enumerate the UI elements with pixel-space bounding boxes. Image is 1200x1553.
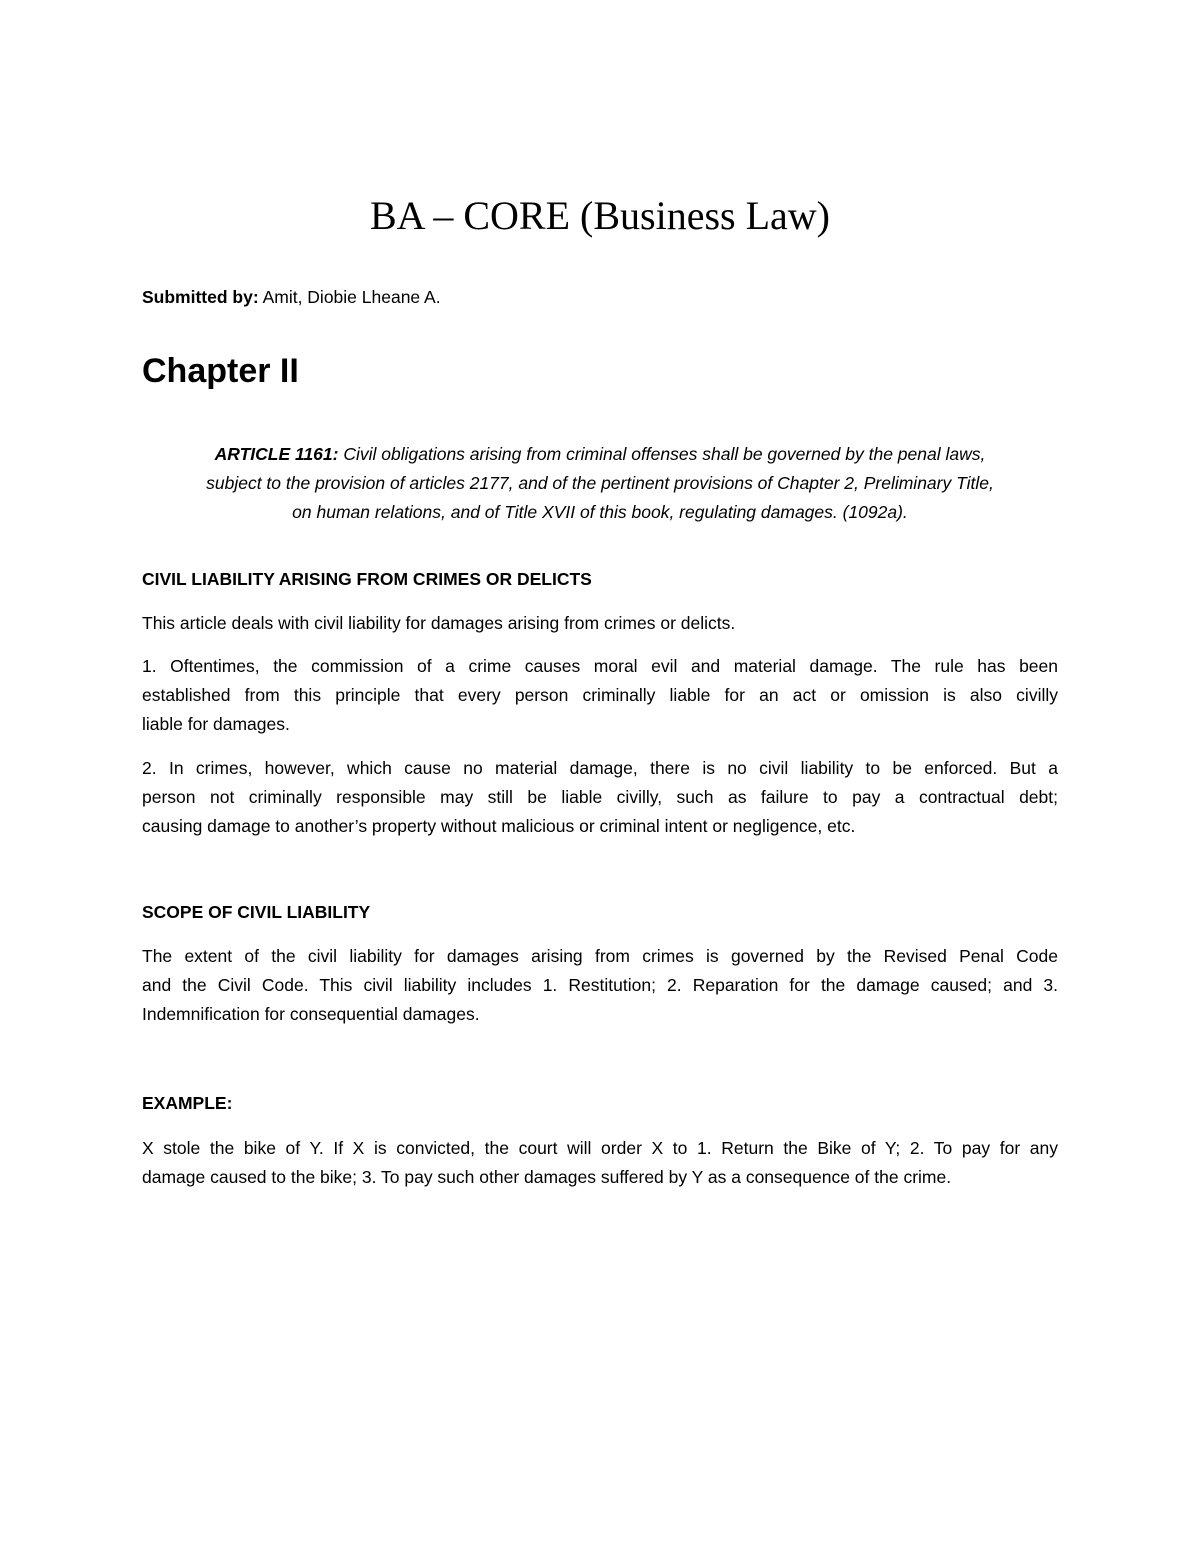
article-line [142,440,1058,469]
article-line: on human relations, and of Title XVII of this book, regulating damages. (1092a). [292,502,908,522]
scope-line: and the Civil Code. This civil liability includes 1. Restitution; 2. Reparation for the damage caused; and 3. [142,975,1058,995]
item-1-number: 1. [142,656,157,676]
submitted-by-name: Amit, Diobie Lheane A. [258,287,441,307]
submitted-by-label: Submitted by: [142,287,259,307]
item-1-line: 1. Oftentimes, the commission of a crime causes moral evil and material damage. The rule has been [142,656,1058,676]
scope-line: Indemnification for consequential damages. [142,1004,480,1024]
item-2-line: causing damage to another’s property without malicious or criminal intent or negligence, etc. [142,816,856,836]
item-1-line: liable for damages. [142,714,290,734]
item-2-number: 2. [142,758,157,778]
section-heading-scope: SCOPE OF CIVIL LIABILITY [142,902,371,922]
scope-line: The extent of the civil liability for damages arising from crimes is governed by the Revised Penal Code [142,946,1058,966]
item-2-line: 2. In crimes, however, which cause no material damage, there is no civil liability to be enforced. But a [142,758,1058,778]
item-2-line: person not criminally responsible may still be liable civilly, such as failure to pay a contractual debt; [142,787,1058,807]
section-intro [142,609,1058,638]
example-paragraph [142,1134,1058,1192]
item-1-line: established from this principle that every person criminally liable for an act or omission is also civilly [142,685,1058,705]
chapter-heading: Chapter II [142,352,299,390]
list-item-1 [142,652,1058,739]
article-label: ARTICLE 1161: [214,444,339,464]
scope-paragraph [142,942,1058,1029]
article-line: subject to the provision of articles 2177, and of the pertinent provisions of Chapter 2, Preliminary Title, [206,473,994,493]
section-heading-civil-liability: CIVIL LIABILITY ARISING FROM CRIMES OR DELICTS [142,569,592,589]
submitted-by [142,283,441,311]
list-item-2 [142,754,1058,841]
example-line: damage caused to the bike; 3. To pay such other damages suffered by Y as a consequence of the crime. [142,1167,952,1187]
document-title: BA – CORE (Business Law) [370,193,830,238]
example-line: X stole the bike of Y. If X is convicted, the court will order X to 1. Return the Bike of Y; 2. To pay for any [142,1138,1058,1158]
article-text [142,440,1058,527]
intro-line: This article deals with civil liability for damages arising from crimes or delicts. [142,613,736,633]
article-line-text: Civil obligations arising from criminal offenses shall be governed by the penal laws, [338,444,986,464]
section-heading-example: EXAMPLE: [142,1093,233,1113]
